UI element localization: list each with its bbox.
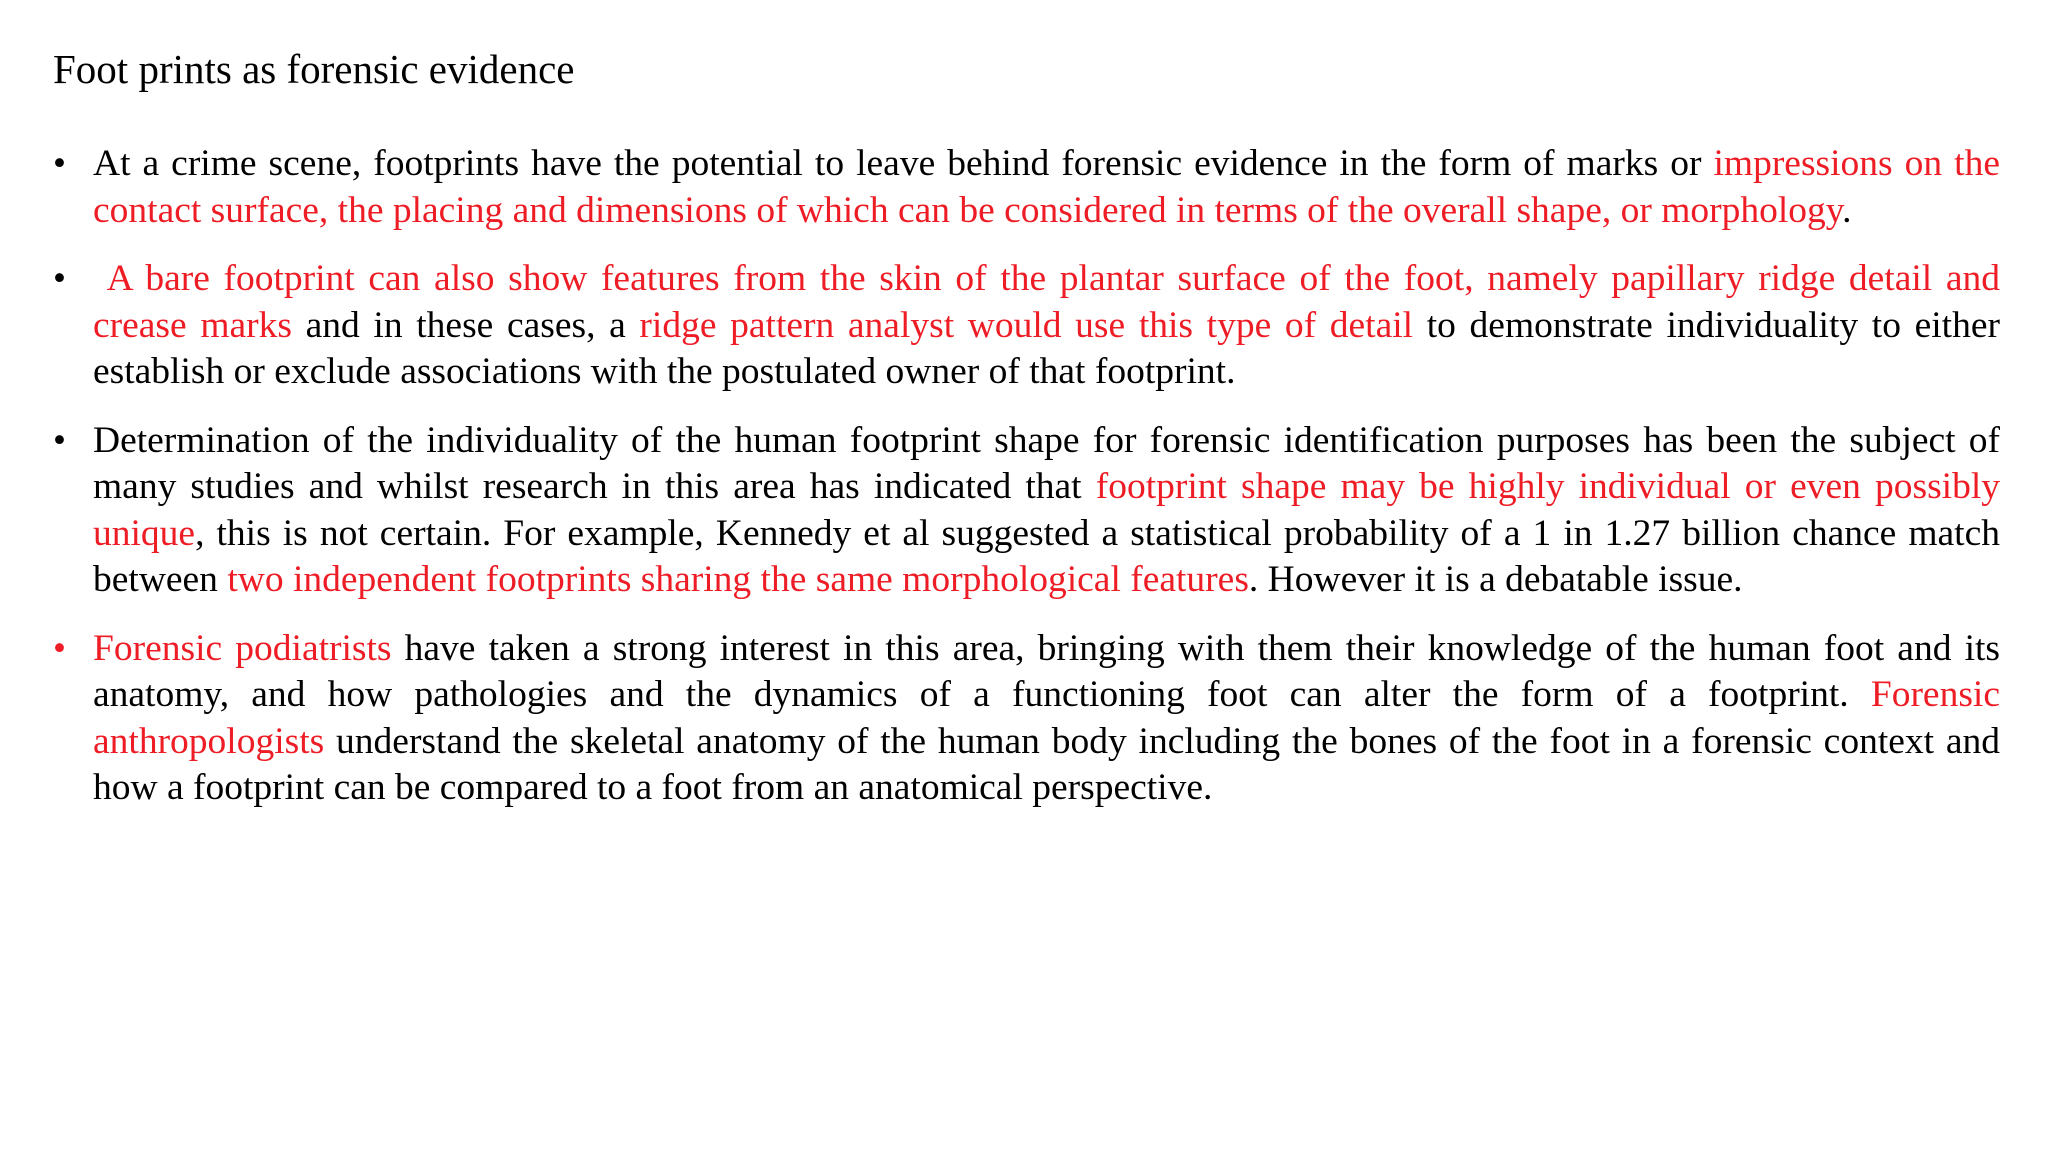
body-text: understand the skeletal anatomy of the human body including the bones of the foot in a forensic context and how a footprint can be compared to a foot from an anatomical perspective. — [93, 720, 2000, 808]
slide-title: Foot prints as forensic evidence — [53, 46, 575, 92]
body-text: , this is not certain. For example, Kennedy et al suggested a statistical probability of a 1 in 1.27 billion chance match between — [93, 512, 2000, 600]
bullet-list — [53, 141, 2000, 834]
highlighted-text: footprint shape may be highly individual or even possibly unique — [93, 466, 2001, 554]
bullet-marker: • — [53, 419, 66, 461]
body-text: have taken a strong interest in this area, bringing with them their knowledge of the human foot and its anatomy, and how pathologies and the dynamics of a functioning foot can alter the form of a footprint. — [93, 627, 2001, 715]
bullet-item — [53, 626, 2000, 812]
body-text: . — [1842, 189, 1852, 231]
body-text: and in these cases, a — [291, 304, 640, 346]
bullet-marker: • — [53, 627, 66, 669]
body-text: Determination of the individuality of the human footprint shape for forensic identification purposes has been the subject of many studies and whilst research in this area has indicated that — [93, 419, 2000, 507]
body-text: to demonstrate individuality to either establish or exclude associations with the postulated owner of that footprint. — [93, 304, 2000, 392]
bullet-marker: • — [53, 143, 66, 184]
highlighted-text: A bare footprint can also show features from the skin of the plantar surface of the foot, namely papillary ridge detail and crease marks — [93, 258, 2000, 346]
highlighted-text: ridge pattern analyst would use this type of detail — [639, 304, 1414, 346]
bullet-item — [53, 141, 2000, 234]
body-text: . However it is a debatable issue. — [1248, 559, 1743, 600]
highlighted-text: two independent footprints sharing the same morphological features — [227, 559, 1249, 600]
bullet-item — [53, 256, 2000, 396]
highlighted-text: Forensic podiatrists — [93, 627, 392, 669]
bullet-item — [53, 418, 2000, 604]
highlighted-text: Forensic anthropologists — [93, 674, 2000, 762]
bullet-marker: • — [53, 258, 66, 299]
highlighted-text: impressions on the contact surface, the placing and dimensions of which can be considered in terms of the overall shape, or morphology — [93, 143, 2001, 231]
body-text: At a crime scene, footprints have the potential to leave behind forensic evidence in the form of marks or — [93, 143, 1714, 184]
